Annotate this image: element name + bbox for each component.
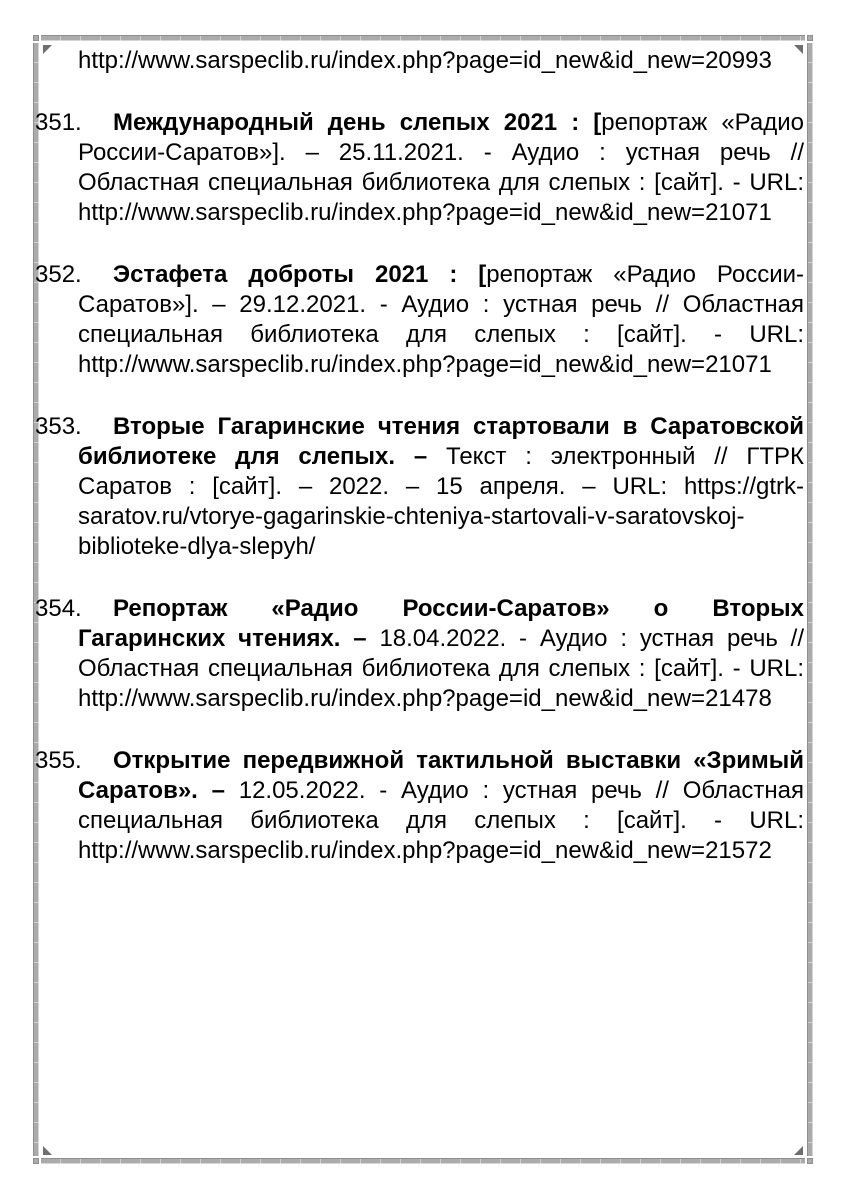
bibliography-entry (35, 412, 804, 562)
page-border-bottom-bar (41, 1158, 805, 1164)
entry-title: Международный день слепых 2021 : [ (113, 109, 602, 136)
entry-body: 18.04.2022. - Аудио : устная речь // Областная специальная библиотека для слепых : [сайт]. - URL: http://www.sarspeclib.ru/index.php?page=id_new&id_new=21478 (78, 625, 804, 712)
entry-continuation-url: http://www.sarspeclib.ru/index.php?page=id_new&id_new=20993 (78, 47, 772, 74)
page-border-right-bar (807, 43, 813, 1156)
corner-triangle-icon (794, 1146, 803, 1155)
bibliography-entry (35, 594, 804, 714)
page-border-top-bar (41, 35, 805, 41)
page-border-corner-stub (33, 1158, 39, 1164)
bibliography-entry (35, 260, 804, 380)
bibliography-page-content (35, 46, 804, 866)
entry-body: репортаж «Радио России-Саратов»]. – 25.11.2021. - Аудио : устная речь // Областная специальная библиотека для слепых : [сайт]. - URL: http://www.sarspeclib.ru/index.php?page=id_new&id_new=21071 (78, 109, 804, 226)
page-border-corner-stub (807, 35, 813, 41)
corner-triangle-icon (43, 45, 52, 54)
entry-title: Репортаж «Радио России-Саратов» о Вторых Гагаринских чтениях. – (78, 595, 804, 652)
entry-number: 352. (35, 261, 82, 288)
entry-title: Эстафета доброты 2021 : [ (113, 261, 487, 288)
page-border-corner-stub (33, 35, 39, 41)
entry-title: Вторые Гагаринские чтения стартовали в Саратовской библиотеке для слепых. – (78, 413, 804, 470)
bibliography-entries (35, 108, 804, 866)
corner-triangle-icon (43, 1146, 52, 1155)
entry-number: 355. (35, 747, 82, 774)
entry-body: Текст : электронный // ГТРК Саратов : [сайт]. – 2022. – 15 апреля. – URL: https://gtrk-saratov.ru/vtorye-gagarinskie-chteniya-startovali-v-saratovskoj-biblioteke-dlya-slepyh/ (78, 443, 804, 560)
bibliography-entry (35, 108, 804, 228)
entry-number: 351. (35, 109, 82, 136)
bibliography-entry (35, 746, 804, 866)
entry-number: 354. (35, 595, 82, 622)
entry-title: Открытие передвижной тактильной выставки «Зримый Саратов». – (78, 747, 804, 804)
entry-body: репортаж «Радио России-Саратов»]. – 29.12.2021. - Аудио : устная речь // Областная специальная библиотека для слепых : [сайт]. - URL: http://www.sarspeclib.ru/index.php?page=id_new&id_new=21071 (78, 261, 804, 378)
page-border-corner-stub (807, 1158, 813, 1164)
entry-body: 12.05.2022. - Аудио : устная речь // Областная специальная библиотека для слепых : [сайт]. - URL: http://www.sarspeclib.ru/index.php?page=id_new&id_new=21572 (78, 777, 804, 864)
entry-number: 353. (35, 413, 82, 440)
